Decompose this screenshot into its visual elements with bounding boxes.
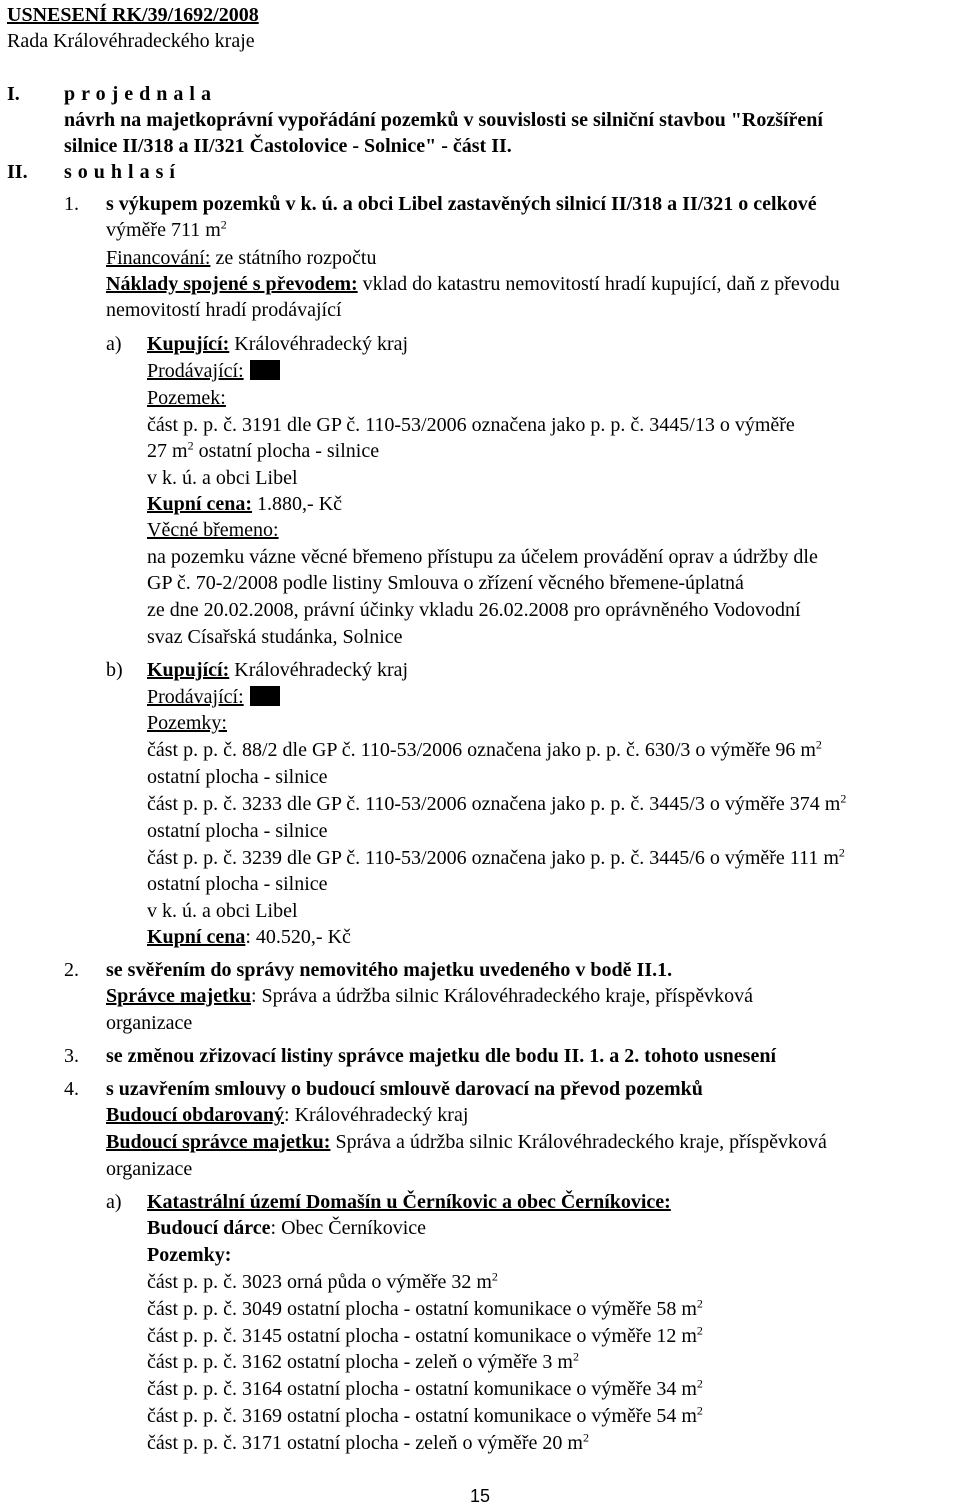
donor-line: Budoucí dárce: Obec Černíkovice bbox=[147, 1217, 427, 1239]
financing-label: Financování: bbox=[106, 247, 211, 269]
plots-label: Pozemky: bbox=[147, 1244, 232, 1266]
redaction-block bbox=[250, 686, 280, 706]
plot-line: část p. p. č. 3162 ostatní plocha - zeleň o výměře 3 $m^2$ bbox=[147, 1349, 579, 1373]
item-4a-marker: a) bbox=[106, 1191, 122, 1213]
section-i-numeral: I. bbox=[7, 83, 20, 105]
section-ii-numeral: II. bbox=[7, 161, 28, 183]
easement-text: GP č. 70-2/2008 podle listiny Smlouva o zřízení věcného břemene-úplatná bbox=[147, 572, 744, 594]
plot-line: část p. p. č. 3191 dle GP č. 110-53/2006 označena jako p. p. č. 3445/13 o výměře bbox=[147, 414, 795, 436]
future-admin-line-cont: organizace bbox=[106, 1158, 193, 1180]
section-ii-verb: souhlasí bbox=[64, 161, 181, 183]
plot-line: část p. p. č. 3171 ostatní plocha - zeleň o výměře 20 $m^2$ bbox=[147, 1430, 589, 1454]
plot-line: část p. p. č. 3049 ostatní plocha - ostatní komunikace o výměře 58 $m^2$ bbox=[147, 1296, 703, 1320]
item-1a-marker: a) bbox=[106, 333, 122, 355]
plot-line: část p. p. č. 3145 ostatní plocha - ostatní komunikace o výměře 12 $m^2$ bbox=[147, 1323, 703, 1347]
plot-line: ostatní plocha - silnice bbox=[147, 820, 328, 842]
plot-line: ostatní plocha - silnice bbox=[147, 873, 328, 895]
buyer-line: Kupující: Královéhradecký kraj bbox=[147, 659, 409, 681]
price-line: Kupní cena: 1.880,- Kč bbox=[147, 493, 343, 515]
buyer-line: Kupující: Královéhradecký kraj bbox=[147, 333, 409, 355]
plots-label: Pozemky: bbox=[147, 712, 227, 734]
item-4-number: 4. bbox=[64, 1078, 79, 1100]
easement-label: Věcné břemeno: bbox=[147, 519, 279, 541]
page-number: 15 bbox=[470, 1486, 491, 1506]
section-i-verb: projednala bbox=[64, 83, 217, 105]
costs-line-cont: nemovitostí hradí prodávající bbox=[106, 299, 342, 321]
council-name: Rada Královéhradeckého kraje bbox=[7, 30, 255, 52]
admin-line: Správce majetku: Správa a údržba silnic Královéhradeckého kraje, příspěvková bbox=[106, 985, 754, 1007]
plot-location: v k. ú. a obci Libel bbox=[147, 467, 298, 489]
item-2-title: se svěřením do správy nemovitého majetku uvedeného v bodě II.1. bbox=[106, 959, 673, 981]
recipient-line: Budoucí obdarovaný: Královéhradecký kraj bbox=[106, 1104, 469, 1126]
item-1-area: výměře 711 $m^2$ bbox=[106, 217, 227, 241]
item-1-title: s výkupem pozemků v k. ú. a obci Libel zastavěných silnicí II/318 a II/321 o celkové bbox=[106, 193, 817, 215]
future-admin-line: Budoucí správce majetku: Správa a údržba silnic Královéhradeckého kraje, příspěvková bbox=[106, 1131, 827, 1153]
item-1b-marker: b) bbox=[106, 659, 123, 681]
seller-line: Prodávající: bbox=[147, 359, 280, 383]
section-i-text: návrh na majetkoprávní vypořádání pozemků v souvislosti se silniční stavbou "Rozšíření bbox=[64, 109, 823, 131]
plot-line: část p. p. č. 3023 orná půda o výměře 32 $m^2$ bbox=[147, 1269, 498, 1293]
item-4-title: s uzavřením smlouvy o budoucí smlouvě darovací na převod pozemků bbox=[106, 1078, 703, 1100]
easement-text: svaz Císařská studánka, Solnice bbox=[147, 626, 403, 648]
plot-line: část p. p. č. 3169 ostatní plocha - ostatní komunikace o výměře 54 $m^2$ bbox=[147, 1403, 703, 1427]
plot-line: část p. p. č. 3233 dle GP č. 110-53/2006 označena jako p. p. č. 3445/3 o výměře 374 $m^2$ bbox=[147, 791, 847, 815]
section-i-text-cont: silnice II/318 a II/321 Častolovice - Solnice" - část II. bbox=[64, 135, 512, 157]
easement-text: ze dne 20.02.2008, právní účinky vkladu 26.02.2008 pro oprávněného Vodovodní bbox=[147, 599, 801, 621]
costs-line: Náklady spojené s převodem: vklad do katastru nemovitostí hradí kupující, daň z převodu bbox=[106, 273, 840, 295]
redaction-block bbox=[250, 360, 280, 380]
admin-line-cont: organizace bbox=[106, 1012, 193, 1034]
plot-location: v k. ú. a obci Libel bbox=[147, 900, 298, 922]
plot-line: část p. p. č. 88/2 dle GP č. 110-53/2006 označena jako p. p. č. 630/3 o výměře 96 $m^2$ bbox=[147, 737, 822, 761]
item-3-number: 3. bbox=[64, 1045, 79, 1067]
cadastral-area-title: Katastrální území Domašín u Černíkovic a obec Černíkovice: bbox=[147, 1191, 671, 1213]
plot-line: část p. p. č. 3239 dle GP č. 110-53/2006 označena jako p. p. č. 3445/6 o výměře 111 $m^2$ bbox=[147, 845, 845, 869]
item-1-number: 1. bbox=[64, 193, 79, 215]
costs-label: Náklady spojené s převodem: bbox=[106, 273, 358, 295]
price-line: Kupní cena: 40.520,- Kč bbox=[147, 926, 351, 948]
financing-line: Financování: ze státního rozpočtu bbox=[106, 247, 377, 269]
plot-line: část p. p. č. 3164 ostatní plocha - ostatní komunikace o výměře 34 $m^2$ bbox=[147, 1376, 703, 1400]
item-2-number: 2. bbox=[64, 959, 79, 981]
resolution-id: USNESENÍ RK/39/1692/2008 bbox=[7, 4, 259, 26]
plot-label: Pozemek: bbox=[147, 387, 226, 409]
item-3-title: se změnou zřizovací listiny správce majetku dle bodu II. 1. a 2. tohoto usnesení bbox=[106, 1045, 776, 1067]
easement-text: na pozemku vázne věcné břemeno přístupu za účelem provádění oprav a údržby dle bbox=[147, 546, 818, 568]
seller-line: Prodávající: bbox=[147, 685, 280, 709]
plot-line: 27 $m^2$ ostatní plocha - silnice bbox=[147, 438, 380, 462]
plot-line: ostatní plocha - silnice bbox=[147, 766, 328, 788]
